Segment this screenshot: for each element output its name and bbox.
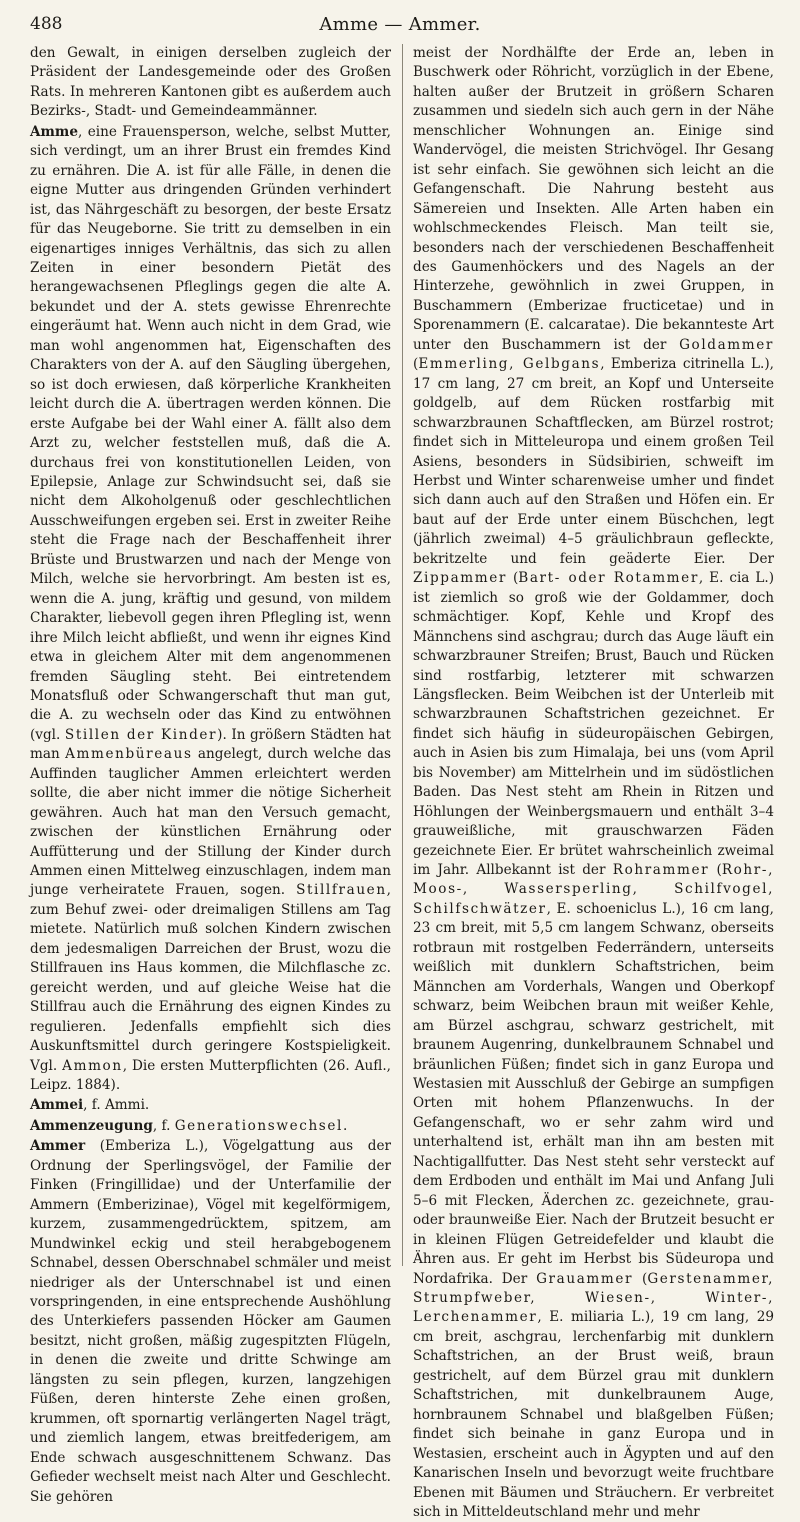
entry-text: , zum Behuf zwei- oder dreimaligen Stillens am Tag mietete. Natürlich muß solchen Kindern zwischen dem jedesmaligen Darreichen der Brust, wozu die Stillfrauen ins Haus kommen, die Milchflasche zc. gereicht werden, und auf gleiche Weise hat die Stillfrau auch die Ernährung des eignen Kindes zu regulieren. Jedenfalls empfiehlt sich dies Auskunftsmittel durch geringere Kostspieligkeit. Vgl. [30, 882, 391, 1074]
entry-text: angelegt, durch welche das Auffinden tauglicher Ammen erleichtert werden sollte, die aber nicht immer die nötige Sicherheit gewähren. Auch hat man den Versuch gemacht, zwischen der künstlichen Ernährung oder Auffütterung und der Stillung der Kinder durch Ammen einen Mittelweg einzuschlagen, indem man junge verheiratete Frauen, sogen. [30, 746, 391, 899]
entry-text: , f. Ammi. [83, 1097, 150, 1114]
paragraph-continuation [30, 44, 391, 122]
entry-text: ( [507, 570, 519, 587]
left-column [30, 44, 391, 1505]
cross-reference: Ammon [62, 1057, 123, 1074]
entry-ammei [30, 1096, 391, 1115]
column-divider [402, 44, 403, 1266]
entry-ammer-continued [413, 44, 774, 1522]
cross-reference: Ammenbüreaus [65, 746, 193, 763]
entry-text: meist der Nordhälfte der Erde an, leben in Buschwerk oder Röhricht, vorzüglich in der Ebene, halten außer der Brutzeit in größern Scharen zusammen und siedeln sich auch gern in der Nähe menschlicher Wohnungen an. Einige sind Wandervögel, die meisten Strichvögel. Ihr Gesang ist sehr einfach. Sie gewöhnen sich leicht an die Gefangenschaft. Die Nahrung besteht aus Sämereien und Insekten. Alle Arten haben ein wohlschmeckendes Fleisch. Man teilt sie, besonders nach der verschiedenen Beschaffenheit des Gaumenhöckers und des Nagels an der Hinterzehe, gewöhnlich in zwei Gruppen, in Buschammern (Emberizae fructicetae) und in Sporenammern (E. calcaratae). Die bekannteste Art unter den Buschammern ist der [413, 45, 774, 353]
species-name: Emmerling, Gelbgans [418, 356, 601, 373]
entry-text: ( [633, 1270, 648, 1287]
entry-text: , E. cia L.) ist ziemlich so groß wie der Goldammer, doch schmächtiger. Kopf, Kehle und Kropf des Männchens sind aschgrau; durch das Auge läuft ein schwarzbrauner Streifen; Brust, Bauch und Rücken sind rostfarbig, letzterer mit schwarzen Längsflecken. Beim Weibchen ist der Unterleib mit schwarzbraunen Schaftstrichen gezeichnet. Er findet sich häufig in südeuropäischen Gebirgen, auch in Asien bis zum Himalaja, bei uns (vom April bis November) am Mittelrhein und im südöstlichen Baden. Das Nest steht am Rhein in Ritzen und Höhlungen der Weinbergsmauern und enthält 3–4 grauweißliche, mit grauschwarzen Fäden gezeichnete Eier. Er brütet wahrscheinlich zweimal im Jahr. Allbekannt ist der [413, 570, 774, 879]
species-name: Goldammer [679, 336, 774, 353]
continuation-text: den Gewalt, in einigen derselben zugleich der Präsident der Landesgemeinde oder des Großen Rats. In mehreren Kantonen gibt es außerdem auch Bezirks-, Stadt- und Gemeindeammänner. [30, 45, 391, 120]
entry-amme [30, 123, 391, 1096]
species-name: Gerstenammer, Strumpfweber, Wiesen-, Winter-, Lerchenammer [413, 1270, 775, 1326]
entry-text: , eine Frauensperson, welche, selbst Mutter, sich verdingt, um an ihrer Brust ein fremdes Kind zu ernähren. Die A. ist für alle Fälle, in denen die eigne Mutter aus dringenden Gründen verhindert ist, das Nährgeschäft zu besorgen, der beste Ersatz für das Neugeborne. Sie tritt zu demselben in ein eigenartiges inniges Verhältnis, das sich zu allen Zeiten in einer besondern Pietät des herangewachsenen Pfleglings gegen die alte A. bekundet und der A. stets gewisse Ehrenrechte eingeräumt hat. Wenn auch nicht in dem Grad, wie man wohl angenommen hat, Eigenschaften des Charakters von der A. auf den Säugling übergehen, so ist doch erwiesen, daß körperliche Krankheiten leicht durch die A. übertragen werden können. Die erste Aufgabe bei der Wahl einer A. fällt also dem Arzt zu, welcher feststellen muß, daß die A. durchaus frei von konstitutionellen Leiden, von Epilepsie, Anlage zur Schwindsucht sei, daß sie nicht dem Alkoholgenuß oder geschlechtlichen Ausschweifungen ergeben sei. Erst in zweiter Reihe steht die Frage nach der Beschaffenheit ihrer Brüste und Brustwarzen und nach der Menge von Milch, welche sie hervorbringt. Am besten ist es, wenn die A. jung, kräftig und gesund, von mildem Charakter, liebevoll gegen ihren Pflegling ist, wenn ihre Milch leicht abfließt, und wenn ihr eignes Kind etwa in gleichem Alter mit dem angenommenen fremden Säugling steht. Bei eintretendem Monatsfluß oder Schwangerschaft thut man gut, die A. zu wechseln oder das Kind zu entwöhnen (vgl. [30, 123, 391, 743]
entry-text: ( [709, 862, 722, 879]
text-columns [30, 44, 775, 1520]
entry-text: , E. miliaria L.), 19 cm lang, 29 cm breit, aschgrau, lerchenfarbig mit dunklern Schaftstrichen, an der Brust weiß, braun gestrichelt, auf dem Bürzel grau mit dunklern Schaftstrichen, mit dunkelbraunem Auge, hornbraunem Schnabel und blaßgelben Füßen; findet sich beinahe in ganz Europa und in Westasien, erscheint auch in Ägypten und auf den Kanarischen Inseln und bevorzugt weite fruchtbare Ebenen mit Bäumen und Sträuchern. Er verbreitet sich in Mitteldeutschland mehr und mehr [413, 1309, 774, 1520]
species-name: Zippammer [413, 570, 508, 587]
entry-text: (Emberiza L.), Vögelgattung aus der Ordnung der Sperlingsvögel, der Familie der Finken (Fringillidae) und der Unterfamilie der Ammern (Emberizinae), Vögel mit kegelförmigem, kurzem, zusammengedrücktem, spitzem, am Mundwinkel eckig und steil herabgebogenem Schnabel, dessen Oberschnabel schmäler und meist niedriger als der Unterschnabel ist und einen vorspringenden, in eine entsprechende Aushöhlung des Unterkiefers passenden Höcker am Gaumen besitzt, nicht großen, mäßig zugespitzten Flügeln, in denen die zweite und dritte Schwinge am längsten zu sein pflegen, kurzen, langzehigen Füßen, deren hinterste Zehe einen großen, krummen, oft spornartig verlängerten Nagel trägt, und ziemlich langem, etwas breitfederigem, am Ende schwach ausgeschnittenem Schwanz. Das Gefieder wechselt meist nach Alter und Geschlecht. Sie gehören [30, 1138, 391, 1505]
headword-amme: Amme [30, 123, 78, 140]
page-header [30, 14, 770, 38]
cross-reference: Generationswechsel [174, 1117, 343, 1134]
entry-text: . [342, 1117, 348, 1134]
cross-reference: Stillfrauen [296, 882, 387, 899]
headword-ammei: Ammei [30, 1097, 84, 1114]
entry-ammer [30, 1137, 391, 1507]
entry-text: ). In größern Städten hat man [30, 726, 391, 763]
species-name: Rohr-, Moos-, Wassersperling, Schilfvogel, Schilfschwätzer [413, 862, 774, 917]
cross-reference: Stillen der Kinder [64, 726, 218, 743]
entry-text: , f. [152, 1117, 175, 1134]
entry-text: ( [413, 356, 419, 373]
entry-text: , Emberiza citrinella L.), 17 cm lang, 27 cm breit, an Kopf und Unterseite goldgelb, auf dem Rücken rostfarbig mit schwarzbraunen Schaftflecken, am Bürzel rostrot; findet sich in Mitteleuropa und einem großen Teil Asiens, besonders in Südsibirien, schweift im Herbst und Winter scharenweise umher und findet sich dann auch auf den Straßen und Höfen ein. Er baut auf der Erde unter einem Büschchen, legt (jährlich zweimal) 4–5 gräulichbraun gefleckte, bekritzelte und fein geäderte Eier. Der [413, 356, 774, 567]
entry-text: , E. schoeniclus L.), 16 cm lang, 23 cm breit, mit 5,5 cm langem Schwanz, oberseits rotbraun mit rostgelben Federrändern, unterseits weißlich mit dunklern Schaftstrichen, beim Männchen am Vorderhals, Wangen und Oberkopf schwarz, beim Weibchen braun mit weißer Kehle, am Bürzel aschgrau, schwarz gestrichelt, mit braunem Augenring, dunkelbraunem Schnabel und bräunlichen Füßen; findet sich in ganz Europa und Westasien mit Ausschluß der Gebirge an sumpfigen Orten mit hohem Pflanzenwuchs. In der Gefangenschaft, wo er sehr zahm wird und unterhaltend ist, erhält man ihn am besten mit Nachtigallfutter. Das Nest steht sehr versteckt auf dem Erdboden und enthält im Mai und Anfang Juli 5–6 mit Flecken, Äderchen zc. gezeichnete, grau- oder braunweiße Eier. Nach der Brutzeit besucht er in kleinen Flügen Getreidefelder und klaubt die Ähren aus. Er geht im Herbst bis Südeuropa und Nordafrika. Der [413, 900, 774, 1287]
species-name: Rohrammer [612, 862, 710, 879]
species-name: Bart- oder Rotammer [518, 570, 699, 587]
headword-ammenzeugung: Ammenzeugung [30, 1117, 153, 1134]
page-number: 488 [30, 14, 63, 34]
entry-text: , Die ersten Mutterpflichten (26. Aufl., Leipz. 1884). [30, 1057, 391, 1094]
headword-ammer: Ammer [30, 1138, 86, 1155]
running-title: Amme — Ammer. [319, 14, 481, 35]
entry-ammenzeugung [30, 1117, 391, 1136]
species-name: Grauammer [536, 1270, 634, 1287]
right-column [413, 44, 775, 1520]
